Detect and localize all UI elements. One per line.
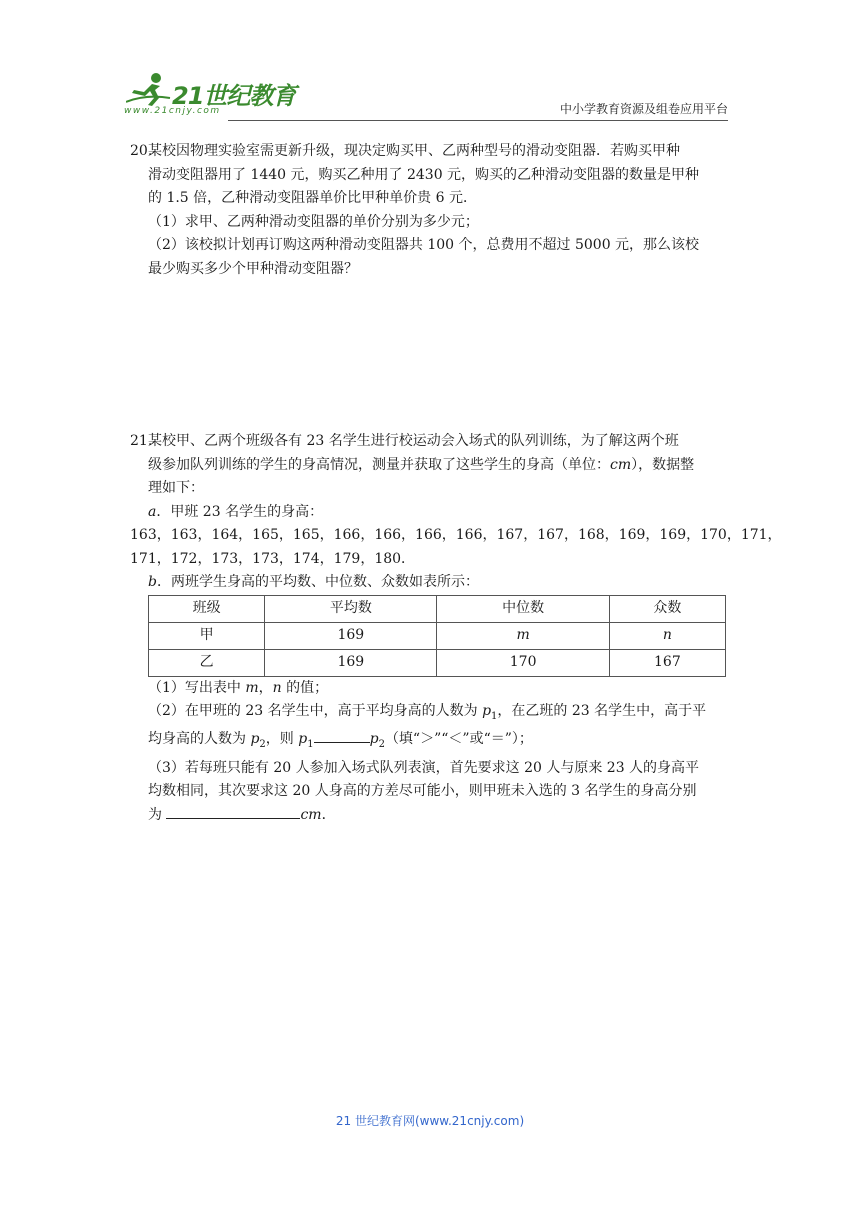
q21-var-p2-compare: p [369,731,379,748]
q21-part-3-line-3 [130,804,728,828]
q21-part1-suffix: 的值； [281,679,329,696]
q21-text-1: 某校甲、乙两个班级各有 23 名学生进行校运动会入场式的队列训练，为了解这两个班 [148,433,679,449]
table-header: 平均数 [265,595,437,622]
logo [118,66,298,122]
q21-var-m: m [245,679,259,696]
q21-part1-prefix: （1）写出表中 [148,679,246,696]
q21-sub-2-compare: 2 [378,739,385,751]
runner-logo-icon [126,72,172,106]
answer-blank-compare[interactable] [314,742,370,743]
question-21 [130,430,782,827]
q21-text-2b: ），数据整 [631,456,695,473]
q21-text-2: 级参加队列训练的学生的身高情况，测量并获取了这些学生的身高（单位： [148,456,610,473]
header-tagline: 中小学教育资源及组卷应用平台 [559,102,728,116]
table-row [149,622,726,649]
q20-part-1: （1）求甲、乙两种滑动变阻器的单价分别为多少元； [148,213,479,230]
table-cell: m [437,622,609,649]
q21-number: 21. [130,433,153,449]
q21-part-1 [130,677,728,701]
q21-part-2-line-1 [130,700,728,728]
q21-var-n: n [272,679,282,696]
q21-a-text: ．甲班 23 名学生的身高： [156,503,324,520]
q21-line-1 [130,430,728,454]
question-20 [130,140,728,281]
q20-text-1: 某校因物理实验室需更新升级，现决定购买甲、乙两种型号的滑动变阻器．若购买甲种 [148,143,680,159]
table-cell: 167 [609,649,725,676]
table-header: 众数 [609,595,725,622]
q21-part2-text-b: ，在乙班的 23 名学生中，高于平 [497,703,707,719]
q21-sub-1: 1 [491,710,498,722]
logo-text: 21世纪教育 [172,82,296,110]
q21-part2-text-c: 均身高的人数为 [148,731,251,748]
q21-part-2-line-2 [130,728,728,756]
q20-line-1 [130,140,728,164]
q21-part3-end: ． [321,806,336,823]
q21-var-p1-compare: p [298,731,308,748]
q20-line-3: 的 1.5 倍，乙种滑动变阻器单价比甲种单价贵 6 元． [148,190,477,206]
q21-unit-cm-answer: cm [300,806,322,823]
table-header: 中位数 [437,595,609,622]
q21-var-p1: p [482,703,492,719]
page-header [118,66,728,122]
q21-line-2 [130,454,728,478]
q20-line-2: 滑动变阻器用了 1440 元，购买乙种用了 2430 元，购买的乙种滑动变阻器的数量是甲种 [148,166,700,183]
q21-item-b [130,571,728,595]
table-cell: 170 [437,649,609,676]
table-cell: 169 [265,622,437,649]
table-cell: 乙 [149,649,265,676]
q21-part-3-line-1: （3）若每班只能有 20 人参加入场式队列表演，首先要求这 20 人与原来 23 人的身高平 [148,759,700,776]
q21-unit-cm: cm [610,456,632,473]
q21-sub-2: 2 [259,739,266,751]
q21-part3-prefix: 为 [148,806,167,823]
table-header-row [149,595,726,622]
table-cell: 169 [265,649,437,676]
q21-part2-text-a: （2）在甲班的 23 名学生中，高于平均身高的人数为 [148,703,483,719]
q21-part-3-line-2: 均数相同，其次要求这 20 人身高的方差尽可能小，则甲班未入选的 3 名学生的身高分别 [148,783,697,800]
q20-part-2-line-2: 最少购买多少个甲种滑动变阻器？ [148,260,358,277]
table-cell: 甲 [149,622,265,649]
q21-heights-line-1: 163，163，164，165，165，166，166，166，166，167，167，168，169，169，170，171， [130,527,782,543]
answer-blank-heights[interactable] [166,818,300,819]
q21-sub-1-compare: 1 [307,739,314,751]
q21-part2-text-e: （填“＞”“＜”或“＝”）； [384,731,533,748]
page-footer: 21 世纪教育网(www.21cnjy.com) [335,1114,525,1128]
table-cell: n [609,622,725,649]
header-divider [228,120,728,121]
q21-b-label: b [148,574,157,590]
q21-b-text: ．两班学生身高的平均数、中位数、众数如表所示： [156,574,479,590]
q20-part-2-line-1: （2）该校拟计划再订购这两种滑动变阻器共 100 个，总费用不超过 5000 元，那么该校 [148,237,700,253]
q21-item-a [130,501,728,525]
q21-a-label: a [148,503,157,520]
table-row [149,649,726,676]
q21-line-3: 理如下： [148,480,204,496]
q21-part2-text-d: ，则 [265,731,299,748]
table-header: 班级 [149,595,265,622]
q21-heights-line-2: 171，172，173，173，174，179，180． [130,550,416,567]
stats-table [148,595,726,677]
q21-part1-sep: ， [258,679,273,696]
logo-url: www.21cnjy.com [124,106,221,116]
q21-var-p2: p [250,731,260,748]
q20-number: 20. [130,143,153,159]
